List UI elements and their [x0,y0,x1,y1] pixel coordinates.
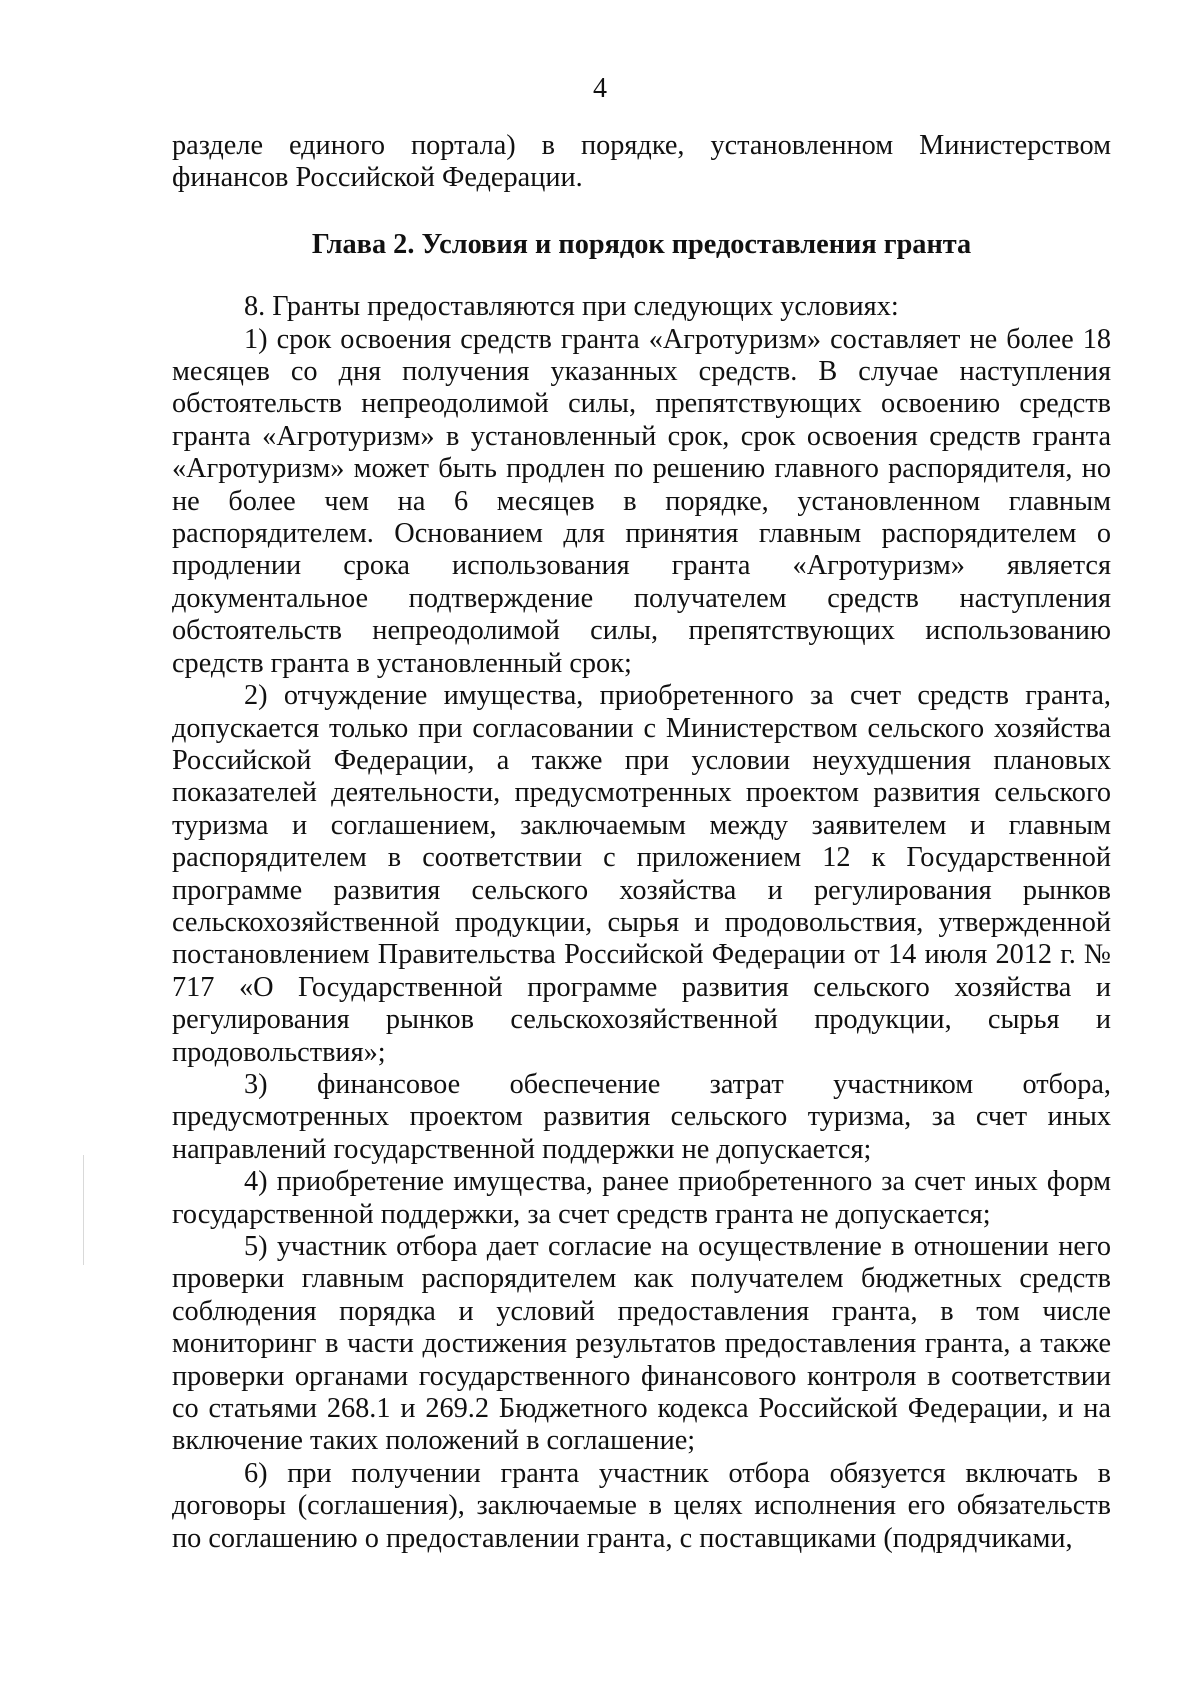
paragraph-subitem-6: 6) при получении гранта участник отбора обязуется включать в договоры (соглашения), заключаемые в целях исполнения его обязательств по соглашению о предоставлении гранта, с поставщиками (подрядчиками, [172,1457,1111,1554]
scan-margin-mark [83,1155,84,1265]
paragraph-subitem-3: 3) финансовое обеспечение затрат участником отбора, предусмотренных проектом развития сельского туризма, за счет иных направлений государственной поддержки не допускается; [172,1068,1111,1165]
paragraph-subitem-1: 1) срок освоения средств гранта «Агротуризм» составляет не более 18 месяцев со дня получения указанных средств. В случае наступления обстоятельств непреодолимой силы, препятствующих освоению средств гранта «Агротуризм» в установленный срок, срок освоения средств гранта «Агротуризм» может быть продлен по решению главного распорядителя, но не более чем на 6 месяцев в порядке, установленном главным распорядителем. Основанием для принятия главным распорядителем о продлении срока использования гранта «Агротуризм» является документальное подтверждение получателем средств наступления обстоятельств непреодолимой силы, препятствующих использованию средств гранта в установленный срок; [172,323,1111,679]
paragraph-subitem-4: 4) приобретение имущества, ранее приобретенного за счет иных форм государственной поддержки, за счет средств гранта не допускается; [172,1166,1111,1230]
paragraph-subitem-5: 5) участник отбора дает согласие на осуществление в отношении него проверки главным распорядителем как получателем бюджетных средств соблюдения порядка и условий предоставления гранта, в том числе мониторинг в части достижения результатов предоставления гранта, а также проверки органами государственного финансового контроля в соответствии со статьями 268.1 и 269.2 Бюджетного кодекса Российской Федерации, и на включение таких положений в соглашение; [172,1231,1111,1457]
page-number: 4 [593,73,607,104]
lead-paragraph: разделе единого портала) в порядке, установленном Министерством финансов Российской Федерации. [172,130,1111,194]
document-body [172,130,1111,1555]
chapter-heading: Глава 2. Условия и порядок предоставления гранта [311,228,972,260]
paragraph-item-8: 8. Гранты предоставляются при следующих условиях: [244,291,899,323]
paragraph-subitem-2: 2) отчуждение имущества, приобретенного за счет средств гранта, допускается только при согласовании с Министерством сельского хозяйства Российской Федерации, а также при условии неухудшения плановых показателей деятельности, предусмотренных проектом развития сельского туризма и соглашением, заключаемым между заявителем и главным распорядителем в соответствии с приложением 12 к Государственной программе развития сельского хозяйства и регулирования рынков сельскохозяйственной продукции, сырья и продовольствия, утвержденной постановлением Правительства Российской Федерации от 14 июля 2012 г. № 717 «О Государственной программе развития сельского хозяйства и регулирования рынков сельскохозяйственной продукции, сырья и продовольствия»; [172,680,1111,1068]
